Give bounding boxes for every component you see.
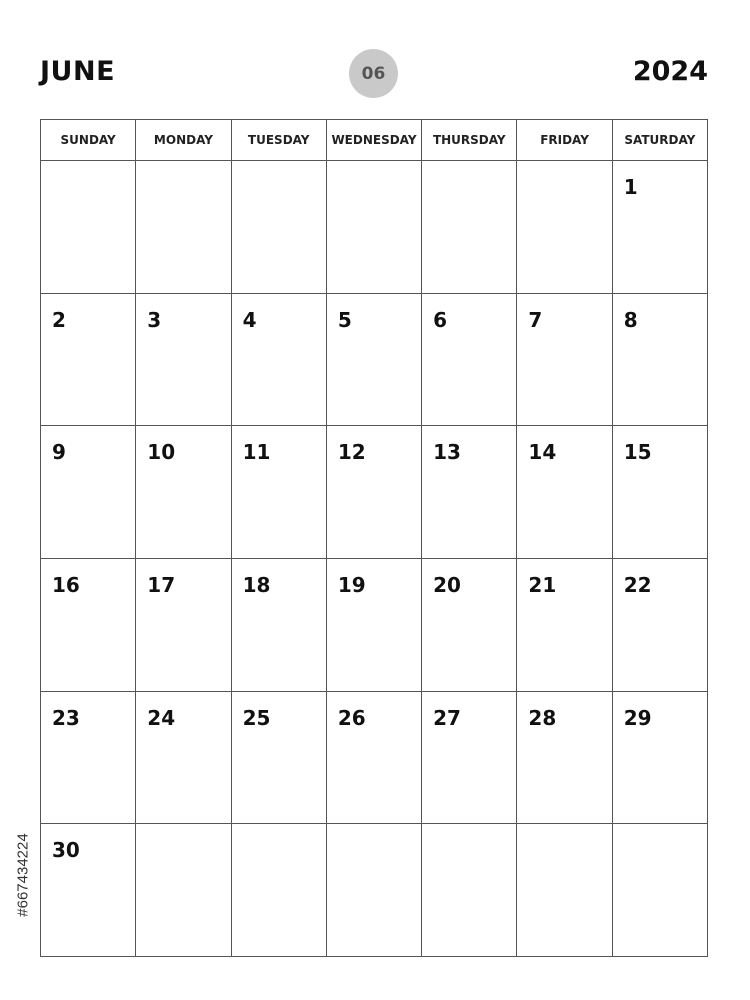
day-number: 3 — [147, 307, 162, 332]
day-cell[interactable] — [136, 559, 231, 691]
weekday-header-row — [41, 120, 707, 161]
month-number-badge: 06 — [349, 49, 398, 98]
day-number: 23 — [52, 705, 80, 730]
day-number: 1 — [623, 175, 638, 199]
weekday-sunday: SUNDAY — [41, 120, 136, 160]
day-number: 22 — [623, 573, 652, 598]
day-cell[interactable] — [136, 426, 231, 558]
day-cell[interactable] — [136, 294, 231, 426]
week-row — [41, 161, 707, 294]
day-cell[interactable] — [232, 824, 327, 956]
day-number: 2 — [52, 307, 66, 332]
day-number: 6 — [433, 307, 448, 332]
day-number: 14 — [528, 440, 557, 465]
day-number: 30 — [52, 838, 80, 863]
day-cell[interactable] — [327, 161, 422, 293]
day-cell[interactable] — [232, 559, 327, 691]
day-cell[interactable] — [613, 559, 707, 691]
day-cell[interactable] — [517, 161, 612, 293]
day-cell[interactable] — [613, 161, 707, 293]
day-cell[interactable] — [327, 559, 422, 691]
day-number: 21 — [528, 573, 557, 598]
weekday-thursday: THURSDAY — [422, 120, 517, 160]
day-cell[interactable] — [41, 161, 136, 293]
day-cell[interactable] — [613, 426, 707, 558]
day-cell[interactable] — [41, 426, 136, 558]
weekday-friday: FRIDAY — [517, 120, 612, 160]
year-title: 2024 — [632, 56, 708, 87]
day-number: 29 — [623, 705, 652, 730]
day-cell[interactable] — [422, 426, 517, 558]
day-cell[interactable] — [327, 426, 422, 558]
day-cell[interactable] — [232, 426, 327, 558]
day-cell[interactable] — [613, 824, 707, 956]
day-number: 4 — [242, 307, 257, 332]
weekday-wednesday: WEDNESDAY — [327, 120, 422, 160]
day-number: 24 — [147, 705, 176, 730]
day-cell[interactable] — [136, 161, 231, 293]
day-cell[interactable] — [422, 161, 517, 293]
day-number: 12 — [337, 440, 366, 465]
day-number: 28 — [528, 705, 557, 730]
weekday-monday: MONDAY — [136, 120, 231, 160]
day-cell[interactable] — [41, 559, 136, 691]
day-cell[interactable] — [327, 294, 422, 426]
day-cell[interactable] — [327, 824, 422, 956]
day-number: 8 — [623, 307, 638, 332]
day-number: 17 — [147, 573, 176, 598]
day-cell[interactable] — [422, 559, 517, 691]
day-number: 7 — [528, 307, 543, 332]
day-cell[interactable] — [517, 559, 612, 691]
day-number: 9 — [52, 440, 66, 465]
day-cell[interactable] — [41, 824, 136, 956]
day-cell[interactable] — [41, 294, 136, 426]
day-number: 13 — [433, 440, 461, 465]
day-number: 10 — [147, 440, 176, 465]
day-number: 20 — [433, 573, 461, 598]
day-number: 16 — [52, 573, 80, 598]
week-row — [41, 692, 707, 825]
day-number: 27 — [433, 705, 461, 730]
day-cell[interactable] — [136, 692, 231, 824]
day-cell[interactable] — [136, 824, 231, 956]
weekday-saturday: SATURDAY — [624, 133, 696, 147]
day-cell[interactable] — [517, 692, 612, 824]
weeks-container — [41, 161, 707, 956]
stock-id-text: #667434224 — [14, 833, 32, 917]
day-number: 15 — [623, 440, 652, 465]
day-cell[interactable] — [517, 294, 612, 426]
stock-id-label — [12, 760, 34, 990]
week-row — [41, 294, 707, 427]
weekday-tuesday: TUESDAY — [232, 120, 327, 160]
day-cell[interactable] — [517, 426, 612, 558]
day-number: 11 — [242, 440, 271, 465]
day-cell[interactable] — [613, 294, 707, 426]
day-cell[interactable] — [232, 692, 327, 824]
day-cell[interactable] — [422, 294, 517, 426]
week-row — [41, 824, 707, 956]
day-cell[interactable] — [613, 692, 707, 824]
month-title: JUNE — [40, 56, 116, 87]
day-cell[interactable] — [232, 294, 327, 426]
day-cell[interactable] — [422, 692, 517, 824]
day-cell[interactable] — [41, 692, 136, 824]
day-cell[interactable] — [422, 824, 517, 956]
week-row — [41, 559, 707, 692]
day-cell[interactable] — [517, 824, 612, 956]
calendar-header — [40, 48, 708, 98]
day-cell[interactable] — [232, 161, 327, 293]
day-number: 5 — [337, 307, 352, 332]
day-number: 18 — [242, 573, 271, 598]
week-row — [41, 426, 707, 559]
day-number: 25 — [242, 705, 271, 730]
calendar-grid — [40, 119, 708, 957]
day-cell[interactable] — [327, 692, 422, 824]
day-number: 19 — [337, 573, 366, 598]
day-number: 26 — [337, 705, 366, 730]
